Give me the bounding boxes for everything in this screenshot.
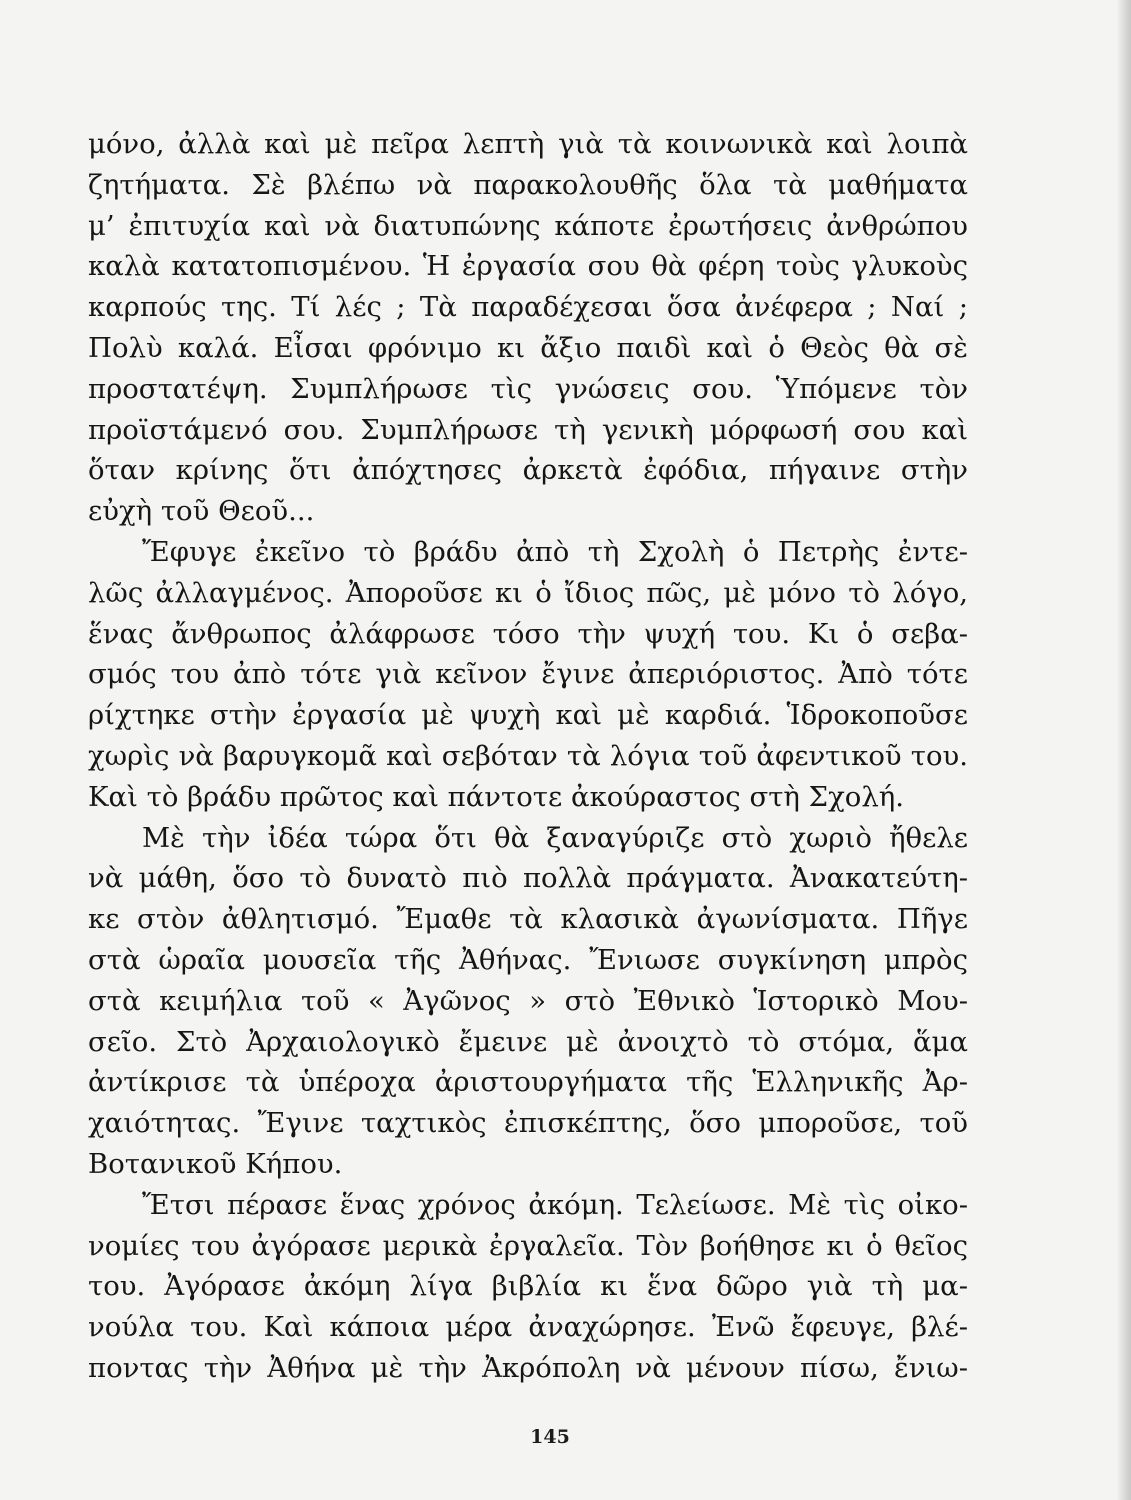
text-line: χωρὶς νὰ βαρυγκομᾶ καὶ σεβόταν τὰ λόγια τοῦ ἀφεντικοῦ του. (88, 739, 968, 772)
text-line: χαιότητας. Ἔγινε ταχτικὸς ἐπισκέπτης, ὅσο μποροῦσε, τοῦ (88, 1107, 968, 1140)
text-line: ὅταν κρίνης ὅτι ἀπόχτησες ἀρκετὰ ἐφόδια, πήγαινε στὴν (88, 454, 968, 487)
text-line: νομίες του ἀγόρασε μερικὰ ἐργαλεῖα. Τὸν βοήθησε κι ὁ θεῖος (88, 1229, 968, 1262)
text-line: κε στὸν ἀθλητισμό. Ἔμαθε τὰ κλασικὰ ἀγωνίσματα. Πῆγε (88, 903, 968, 936)
text-line: Πολὺ καλά. Εἶσαι φρόνιμο κι ἄξιο παιδὶ καὶ ὁ Θεὸς θὰ σὲ (88, 331, 968, 364)
text-line: ποντας τὴν Ἀθήνα μὲ τὴν Ἀκρόπολη νὰ μένουν πίσω, ἔνιω- (88, 1351, 968, 1384)
text-line: καρπούς της. Τί λές ; Τὰ παραδέχεσαι ὅσα ἀνέφερα ; Ναί ; (88, 291, 968, 324)
text-line: Καὶ τὸ βράδυ πρῶτος καὶ πάντοτε ἀκούραστος στὴ Σχολή. (88, 780, 904, 813)
text-line: ζητήματα. Σὲ βλέπω νὰ παρακολουθῆς ὅλα τὰ μαθήματα (88, 168, 968, 201)
text-line: σμός του ἀπὸ τότε γιὰ κεῖνον ἔγινε ἀπεριόριστος. Ἀπὸ τότε (88, 658, 968, 691)
text-line: ἀντίκρισε τὰ ὑπέροχα ἀριστουργήματα τῆς Ἑλληνικῆς Ἀρ- (88, 1066, 968, 1099)
text-line: σεῖο. Στὸ Ἀρχαιολογικὸ ἔμεινε μὲ ἀνοιχτὸ τὸ στόμα, ἅμα (88, 1025, 968, 1058)
paragraph-start-line: Ἔφυγε ἐκεῖνο τὸ βράδυ ἀπὸ τὴ Σχολὴ ὁ Πετρὴς ἐντε- (142, 535, 968, 568)
text-line: στὰ κειμήλια τοῦ « Ἀγῶνος » στὸ Ἐθνικὸ Ἱστορικὸ Μου- (88, 984, 968, 1017)
text-line: νούλα του. Καὶ κάποια μέρα ἀναχώρησε. Ἐνῶ ἔφευγε, βλέ- (88, 1311, 968, 1344)
text-line: του. Ἀγόρασε ἀκόμη λίγα βιβλία κι ἕνα δῶρο γιὰ τὴ μα- (88, 1270, 968, 1303)
text-line: ἕνας ἄνθρωπος ἀλάφρωσε τόσο τὴν ψυχή του. Κι ὁ σεβα- (88, 617, 968, 650)
text-line: μόνο, ἀλλὰ καὶ μὲ πεῖρα λεπτὴ γιὰ τὰ κοινωνικὰ καὶ λοιπὰ (88, 128, 968, 160)
text-line: νὰ μάθη, ὅσο τὸ δυνατὸ πιὸ πολλὰ πράγματα. Ἀνακατεύτη- (88, 862, 968, 895)
paragraph-start-line: Ἔτσι πέρασε ἕνας χρόνος ἀκόμη. Τελείωσε. Μὲ τὶς οἰκο- (142, 1188, 968, 1221)
text-line: λῶς ἀλλαγμένος. Ἀποροῦσε κι ὁ ἴδιος πῶς, μὲ μόνο τὸ λόγο, (88, 576, 968, 609)
body-text (88, 124, 968, 1389)
text-line: προστατέψη. Συμπλήρωσε τὶς γνώσεις σου. Ὑπόμενε τὸν (88, 372, 968, 405)
text-line: προϊστάμενό σου. Συμπλήρωσε τὴ γενικὴ μόρφωσή σου καὶ (88, 413, 968, 446)
text-line: καλὰ κατατοπισμένου. Ἡ ἐργασία σου θὰ φέρη τοὺς γλυκοὺς (88, 250, 968, 283)
text-line: ρίχτηκε στὴν ἐργασία μὲ ψυχὴ καὶ μὲ καρδιά. Ἱδροκοποῦσε (88, 699, 968, 732)
page-number: 145 (530, 1426, 570, 1448)
text-line: μ’ ἐπιτυχία καὶ νὰ διατυπώνης κάποτε ἐρωτήσεις ἀνθρώπου (88, 209, 968, 242)
text-line: στὰ ὡραῖα μουσεῖα τῆς Ἀθήνας. Ἔνιωσε συγκίνηση μπρὸς (88, 943, 968, 976)
text-line: Βοτανικοῦ Κήπου. (88, 1147, 343, 1180)
paragraph-start-line: Μὲ τὴν ἰδέα τώρα ὅτι θὰ ξαναγύριζε στὸ χωριὸ ἤθελε (142, 821, 968, 854)
text-line: εὐχὴ τοῦ Θεοῦ... (88, 495, 315, 528)
page-edge-shadow (1117, 0, 1131, 1500)
